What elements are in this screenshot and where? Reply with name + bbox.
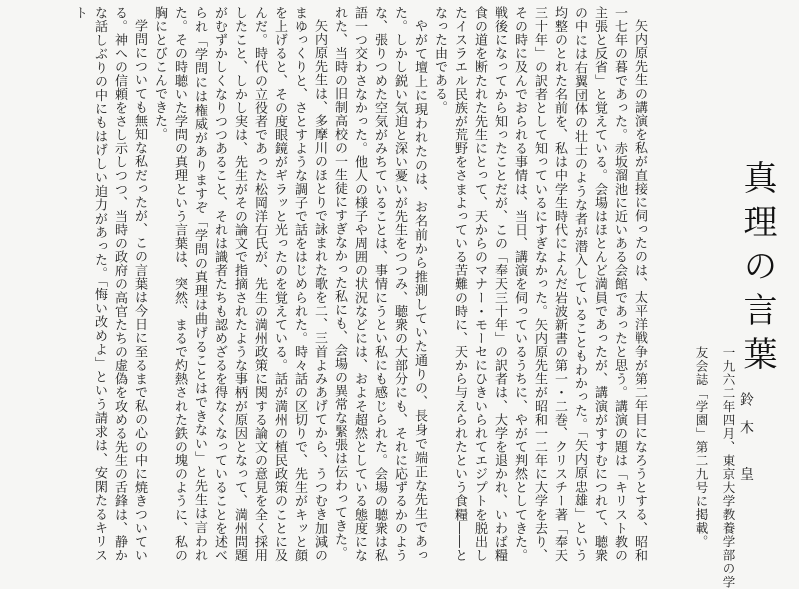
paragraph: 矢内原先生は、多摩川のほとりで詠まれた歌を二、三首よみあげてから、うつむき加減のまゆっくりと、さとすような調子で話をはじめられた。時々話の区切りで、先生がキッと顔を上げると、その度眼鏡がギラッと光ったのを覚えている。話が満州の植民政策のことに及んだ。時代の立役者であった松岡洋右氏が、先生の満州政策に関する論文の意見を全く採用したこと、しかし実は、先生がその論文で指摘されたような事柄が原因となって、満州問題がむずかしくなりつつあること、それは識者たちも認めざるを得なくなっていることを述べられ「学問には権威がありますぞ「学問の真理は曲げることはできない」と先生は言われた。その時聴いた学問の真理という言葉は、突然、まるで灼熱された鉄の塊のように、私の胸にとびこんできた。 <box>152 6 327 562</box>
paragraph: 学問についても無知な私だったが、この言葉は今日に至るまで私の心の中に焼きついている。神への信頼をさし示しつつ、当時の政府の高官たちの虚偽を攻める先生の舌鋒は、静かな話しぶりの中にもはげしい迫力があった。「悔い改めよ」という請求は、安閑たるキリスト <box>72 6 147 562</box>
source-note <box>688 346 742 589</box>
article-title: 真理の言葉 <box>737 160 777 380</box>
source-note-line: 一九六二年四月、東京大学教養学部の学 <box>721 346 736 589</box>
author-name: 鈴木 皇 <box>738 392 754 495</box>
paragraph: 矢内原先生の講演を私が直接に伺ったのは、太平洋戦争が第二年目になろうとする、昭和一七年の暮であった。赤坂溜池に近いある会館であったと思う。講演の題は「キリスト教の主張と反省」と覚えている。会場はほとんど満員であったが、講演がすすむにつれて、聴衆の中には右翼団体の壮士のような者が潜入していることもわかった。「矢内原忠雄」という均整のとれた名前を、私は中学生時代によんだ岩波新書の第一・二巻、クリスチー著「奉天三十年」の訳者として知っているにすぎなかった。矢内原先生が昭和一二年に大学を去り、その時に及んでおられる事情は、当日、講演を伺っているうちに、やがて判然としてきた。戦後になってから知ったことだが、この「奉天三十年」の訳者は、大学を退かれ、いわば糧食の道を断たれた先生にとって、天からのマナー・モーセにひきいられてエジプトを脱出したイスラエル民族が荒野をさまよっている苦難の時に、天から与えられたという食糧――となった由である。 <box>432 6 647 562</box>
source-note-line: 友会誌「学園」第二九号に掲載。 <box>694 346 709 549</box>
article-body <box>9 6 649 562</box>
paragraph: やがて壇上に現われたのは、お名前から推測していた通りの、長身で端正な先生であった。しかし鋭い気迫と深い憂いが先生をつつみ、聴衆の大部分にも、それに応ずるかのような、張りつめた空気がみちていることは、事情にうとい私にも感じられた。会場の聴衆は私語一つ交わさなかった。他人の様子や周囲の状況などには、およそ超然としている態度になれた、当時の旧制高校の一生徒にすぎなかった私にも、会場の異常な緊張は伝わってきた。 <box>332 6 427 562</box>
